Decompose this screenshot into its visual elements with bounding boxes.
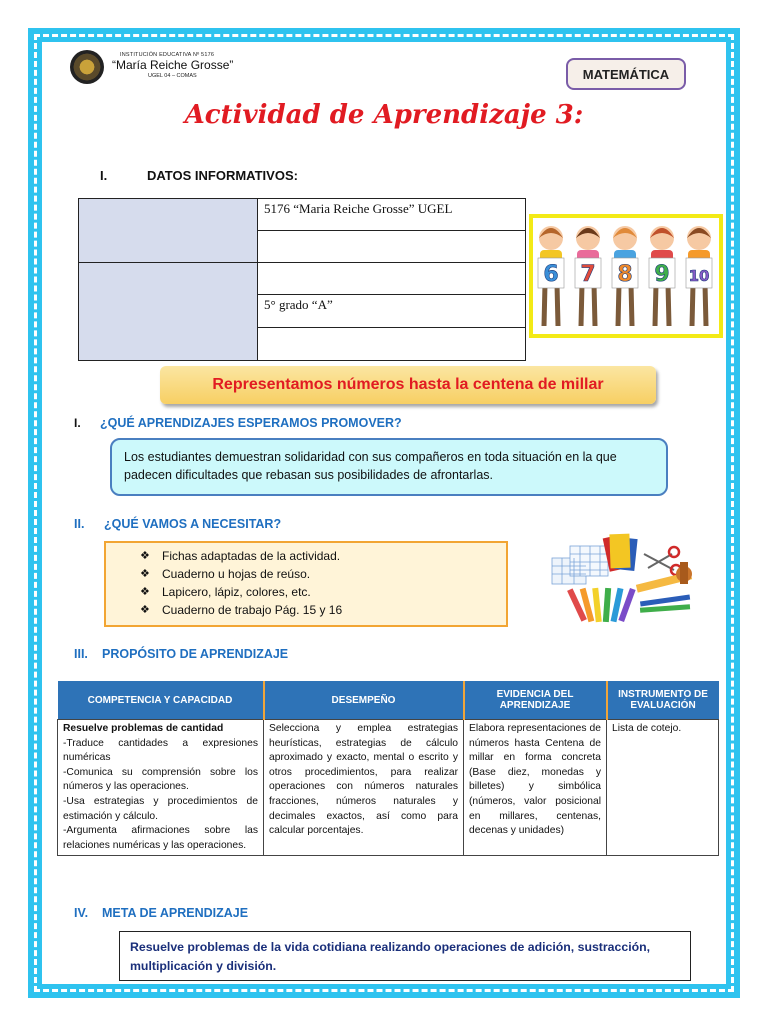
goal-box: Resuelve problemas de la vida cotidiana realizando operaciones de adición, sustracción, multiplicación y división.: [119, 931, 691, 981]
section-meta-title: META DE APRENDIZAJE: [102, 906, 249, 920]
list-item: [140, 565, 506, 583]
number-card-label: 8: [617, 262, 633, 287]
diamond-bullet-icon: ❖: [140, 586, 150, 598]
header-evidencia: EVIDENCIA DEL APRENDIZAJE: [464, 681, 607, 720]
section-datos-number: I.: [100, 168, 108, 183]
info-row-grade: 5° grado “A”: [258, 295, 526, 328]
competencia-title: Resuelve problemas de cantidad: [63, 723, 224, 734]
section-datos-title: DATOS INFORMATIVOS:: [147, 168, 298, 183]
list-item: [140, 601, 506, 619]
list-item: [140, 547, 506, 565]
aprendizajes-box: Los estudiantes demuestran solidaridad con sus compañeros en toda situación en la que padecen dificultades que rebasan sus posibilidades de afrontarlas.: [110, 438, 668, 496]
topic-banner: Representamos números hasta la centena de millar: [160, 366, 656, 404]
kid-figure: [538, 226, 564, 326]
cell-evidencia: Elabora representaciones de números hasta Centena de millar en forma concreta (Base diez, monedas y billetes) y simbólica (números, valor posicional en millares, centenas, decenas y unidades): [464, 720, 607, 856]
header-competencia: COMPETENCIA Y CAPACIDAD: [58, 681, 264, 720]
info-row-blank: [258, 263, 526, 295]
cell-desempeno: Selecciona y emplea estrategias heurísticas, estrategias de cálculo aproximado y exacto, mental o escrito y otros procedimientos, para realizar operaciones con números naturales fracciones, números naturales y decimales exactos, así como para calcular porcentajes.: [264, 720, 464, 856]
table-row: [58, 720, 719, 856]
school-ugel: UGEL 04 – COMAS: [148, 73, 197, 79]
section-proposito-title: PROPÓSITO DE APRENDIZAJE: [102, 647, 289, 661]
info-label-cell: [79, 263, 258, 361]
material-label: Lapicero, lápiz, colores, etc.: [162, 585, 311, 599]
info-table: [78, 198, 526, 361]
diamond-bullet-icon: ❖: [140, 568, 150, 580]
kid-figure: [612, 226, 638, 326]
header-instrumento: INSTRUMENTO DE EVALUACIÓN: [607, 681, 719, 720]
kid-figure: [575, 226, 601, 326]
kid-figure: [649, 226, 675, 326]
material-label: Cuaderno de trabajo Pág. 15 y 16: [162, 603, 343, 617]
competencia-text: -Traduce cantidades a expresiones numéricas -Comunica su comprensión sobre los números y las operaciones. -Usa estrategias y procedimientos de estimación y cálculo. -Argumenta afirmaciones sobre las relaciones numéricas y las operaciones.: [63, 737, 258, 851]
info-row-school: 5176 “Maria Reiche Grosse” UGEL: [258, 199, 526, 231]
section-meta-number: IV.: [74, 906, 89, 920]
number-card-label: 7: [580, 262, 596, 287]
kids-numbers-illustration: [529, 214, 723, 338]
school-logo: [70, 50, 104, 84]
list-item: [140, 583, 506, 601]
diamond-bullet-icon: ❖: [140, 604, 150, 616]
kids-image: [533, 218, 719, 334]
purpose-table: [57, 681, 719, 856]
header-desempeno: DESEMPEÑO: [264, 681, 464, 720]
kid-figure: [686, 226, 712, 326]
section-aprendizajes-title: ¿QUÉ APRENDIZAJES ESPERAMOS PROMOVER?: [100, 416, 402, 430]
subject-badge: MATEMÁTICA: [566, 58, 686, 90]
section-proposito-number: III.: [74, 647, 88, 661]
diamond-bullet-icon: ❖: [140, 550, 150, 562]
number-card-label: 9: [654, 262, 670, 287]
info-row-blank: [258, 231, 526, 263]
cell-competencia: [58, 720, 264, 856]
materials-box: [104, 541, 508, 627]
material-label: Fichas adaptadas de la actividad.: [162, 549, 341, 563]
school-supplies-illustration: [544, 524, 720, 628]
info-row-blank: [258, 328, 526, 361]
school-name: “María Reiche Grosse”: [112, 58, 234, 72]
page-title: Actividad de Aprendizaje 3:: [184, 100, 584, 130]
section-necesitar-number: II.: [74, 517, 85, 531]
number-card-label: 6: [543, 262, 559, 287]
material-label: Cuaderno u hojas de reúso.: [162, 567, 311, 581]
cell-instrumento: Lista de cotejo.: [607, 720, 719, 856]
section-aprendizajes-number: I.: [74, 416, 81, 430]
school-institution: INSTITUCIÓN EDUCATIVA Nº 5176: [120, 52, 215, 58]
number-card-label: 10: [688, 267, 710, 285]
section-necesitar-title: ¿QUÉ VAMOS A NECESITAR?: [104, 517, 282, 531]
info-label-cell: [79, 199, 258, 263]
